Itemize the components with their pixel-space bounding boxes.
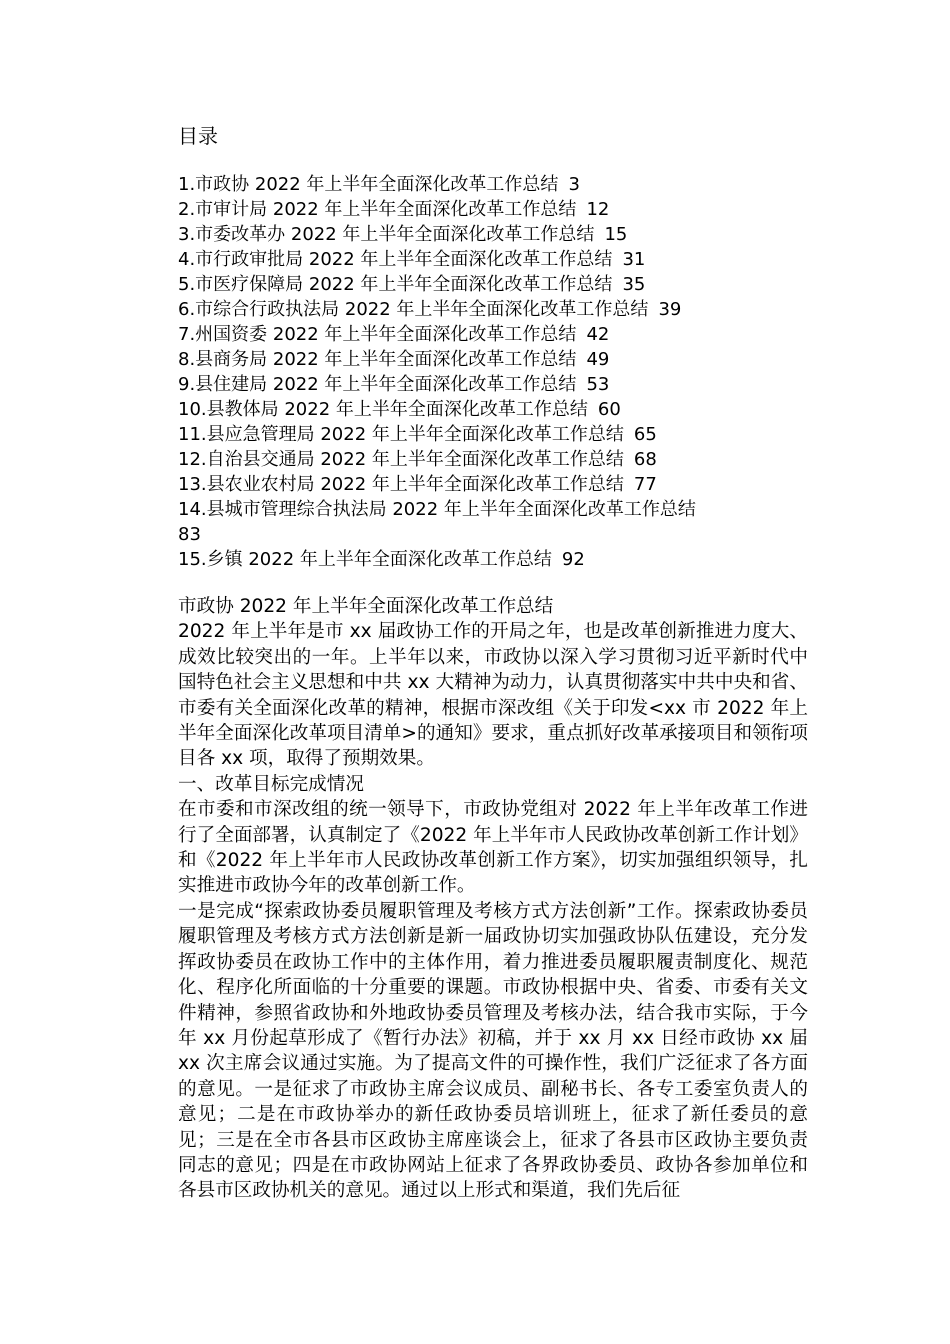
toc-item-page: 12 — [586, 199, 610, 220]
toc-item-text: 10.县教体局 2022 年上半年全面深化改革工作总结 — [178, 399, 588, 420]
article-paragraph: 2022 年上半年是市 xx 届政协工作的开局之年，也是改革创新推进力度大、成效比较突出的一年。上半年以来，市政协以深入学习贯彻习近平新时代中国特色社会主义思想和中共 xx 大精神为动力，认真贯彻落实中共中央和省、市委有关全面深化改革的精神，根据市深改组《关于印发<xx 市 2022 年上半年全面深化改革项目清单>的通知》要求，重点抓好改革承接项目和领衔项目各 xx 项，取得了预期效果。 — [178, 621, 808, 770]
toc-item-text: 2.市审计局 2022 年上半年全面深化改革工作总结 — [178, 199, 577, 220]
toc-item[interactable] — [178, 197, 828, 222]
toc-list — [178, 172, 828, 572]
toc-item-text: 12.自治县交通局 2022 年上半年全面深化改革工作总结 — [178, 449, 624, 470]
toc-item[interactable] — [178, 422, 828, 447]
toc-item-page: 60 — [597, 399, 621, 420]
toc-item-text: 14.县城市管理综合执法局 2022 年上半年全面深化改革工作总结 — [178, 499, 696, 520]
toc-item[interactable] — [178, 397, 828, 422]
toc-item-text: 7.州国资委 2022 年上半年全面深化改革工作总结 — [178, 324, 577, 345]
toc-item-page: 53 — [586, 374, 610, 395]
toc-item-text: 11.县应急管理局 2022 年上半年全面深化改革工作总结 — [178, 424, 624, 445]
toc-item-page: 35 — [622, 274, 646, 295]
toc-item-page: 77 — [633, 474, 657, 495]
toc-item-page: 15 — [604, 224, 628, 245]
toc-item[interactable] — [178, 547, 828, 572]
toc-item-text: 8.县商务局 2022 年上半年全面深化改革工作总结 — [178, 349, 577, 370]
article-body — [178, 594, 808, 1204]
toc-item-page: 83 — [178, 524, 201, 545]
toc-item[interactable] — [178, 472, 828, 497]
toc-item-page: 49 — [586, 349, 610, 370]
toc-item-text: 9.县住建局 2022 年上半年全面深化改革工作总结 — [178, 374, 577, 395]
section-heading: 一、改革目标完成情况 — [178, 773, 364, 795]
article-title: 市政协 2022 年上半年全面深化改革工作总结 — [178, 596, 554, 617]
toc-item-page: 68 — [633, 449, 657, 470]
article-paragraph: 一是完成“探索政协委员履职管理及考核方式方法创新”工作。探索政协委员履职管理及考核方式方法创新是新一届政协切实加强政协队伍建设，充分发挥政协委员在政协工作中的主体作用，着力推进委员履职履责制度化、规范化、程序化所面临的十分重要的课题。市政协根据中央、省委、市委有关文件精神，参照省政协和外地政协委员管理及考核办法，结合我市实际，于今年 xx 月份起草形成了《暂行办法》初稿，并于 xx 月 xx 日经市政协 xx 届 xx 次主席会议通过实施。为了提高文件的可操作性，我们广泛征求了各方面的意见。一是征求了市政协主席会议成员、副秘书长、各专工委室负责人的意见；二是在市政协举办的新任政协委员培训班上，征求了新任委员的意见；三是在全市各县市区政协主席座谈会上，征求了各县市区政协主要负责同志的意见；四是在市政协网站上征求了各界政协委员、政协各参加单位和各县市区政协机关的意见。通过以上形式和渠道，我们先后征 — [178, 900, 808, 1202]
toc-title: 目录 — [178, 124, 218, 148]
toc-item[interactable] — [178, 372, 828, 397]
toc-item-page: 65 — [633, 424, 657, 445]
toc-item-page: 3 — [568, 174, 580, 195]
toc-item-page: 39 — [658, 299, 682, 320]
toc-item[interactable] — [178, 347, 828, 372]
toc-item[interactable] — [178, 297, 828, 322]
toc-item-page: 92 — [561, 549, 585, 570]
toc-item[interactable] — [178, 447, 828, 472]
toc-item[interactable] — [178, 222, 828, 247]
toc-item-page: 42 — [586, 324, 610, 345]
toc-item-text: 6.市综合行政执法局 2022 年上半年全面深化改革工作总结 — [178, 299, 649, 320]
toc-item-text: 15.乡镇 2022 年上半年全面深化改革工作总结 — [178, 549, 552, 570]
toc-item-text: 13.县农业农村局 2022 年上半年全面深化改革工作总结 — [178, 474, 624, 495]
article-paragraph: 在市委和市深改组的统一领导下，市政协党组对 2022 年上半年改革工作进行了全面部署，认真制定了《2022 年上半年市人民政协改革创新工作计划》和《2022 年上半年市人民政协改革创新工作方案》，切实加强组织领导，扎实推进市政协今年的改革创新工作。 — [178, 799, 808, 897]
toc-item-text: 4.市行政审批局 2022 年上半年全面深化改革工作总结 — [178, 249, 613, 270]
toc-item-text: 5.市医疗保障局 2022 年上半年全面深化改革工作总结 — [178, 274, 613, 295]
toc-item-page: 31 — [622, 249, 646, 270]
toc-item[interactable] — [178, 497, 828, 547]
toc-item[interactable] — [178, 172, 828, 197]
toc-item-text: 3.市委改革办 2022 年上半年全面深化改革工作总结 — [178, 224, 595, 245]
toc-item[interactable] — [178, 322, 828, 347]
toc-item-text: 1.市政协 2022 年上半年全面深化改革工作总结 — [178, 174, 559, 195]
toc-item[interactable] — [178, 272, 828, 297]
toc-item[interactable] — [178, 247, 828, 272]
